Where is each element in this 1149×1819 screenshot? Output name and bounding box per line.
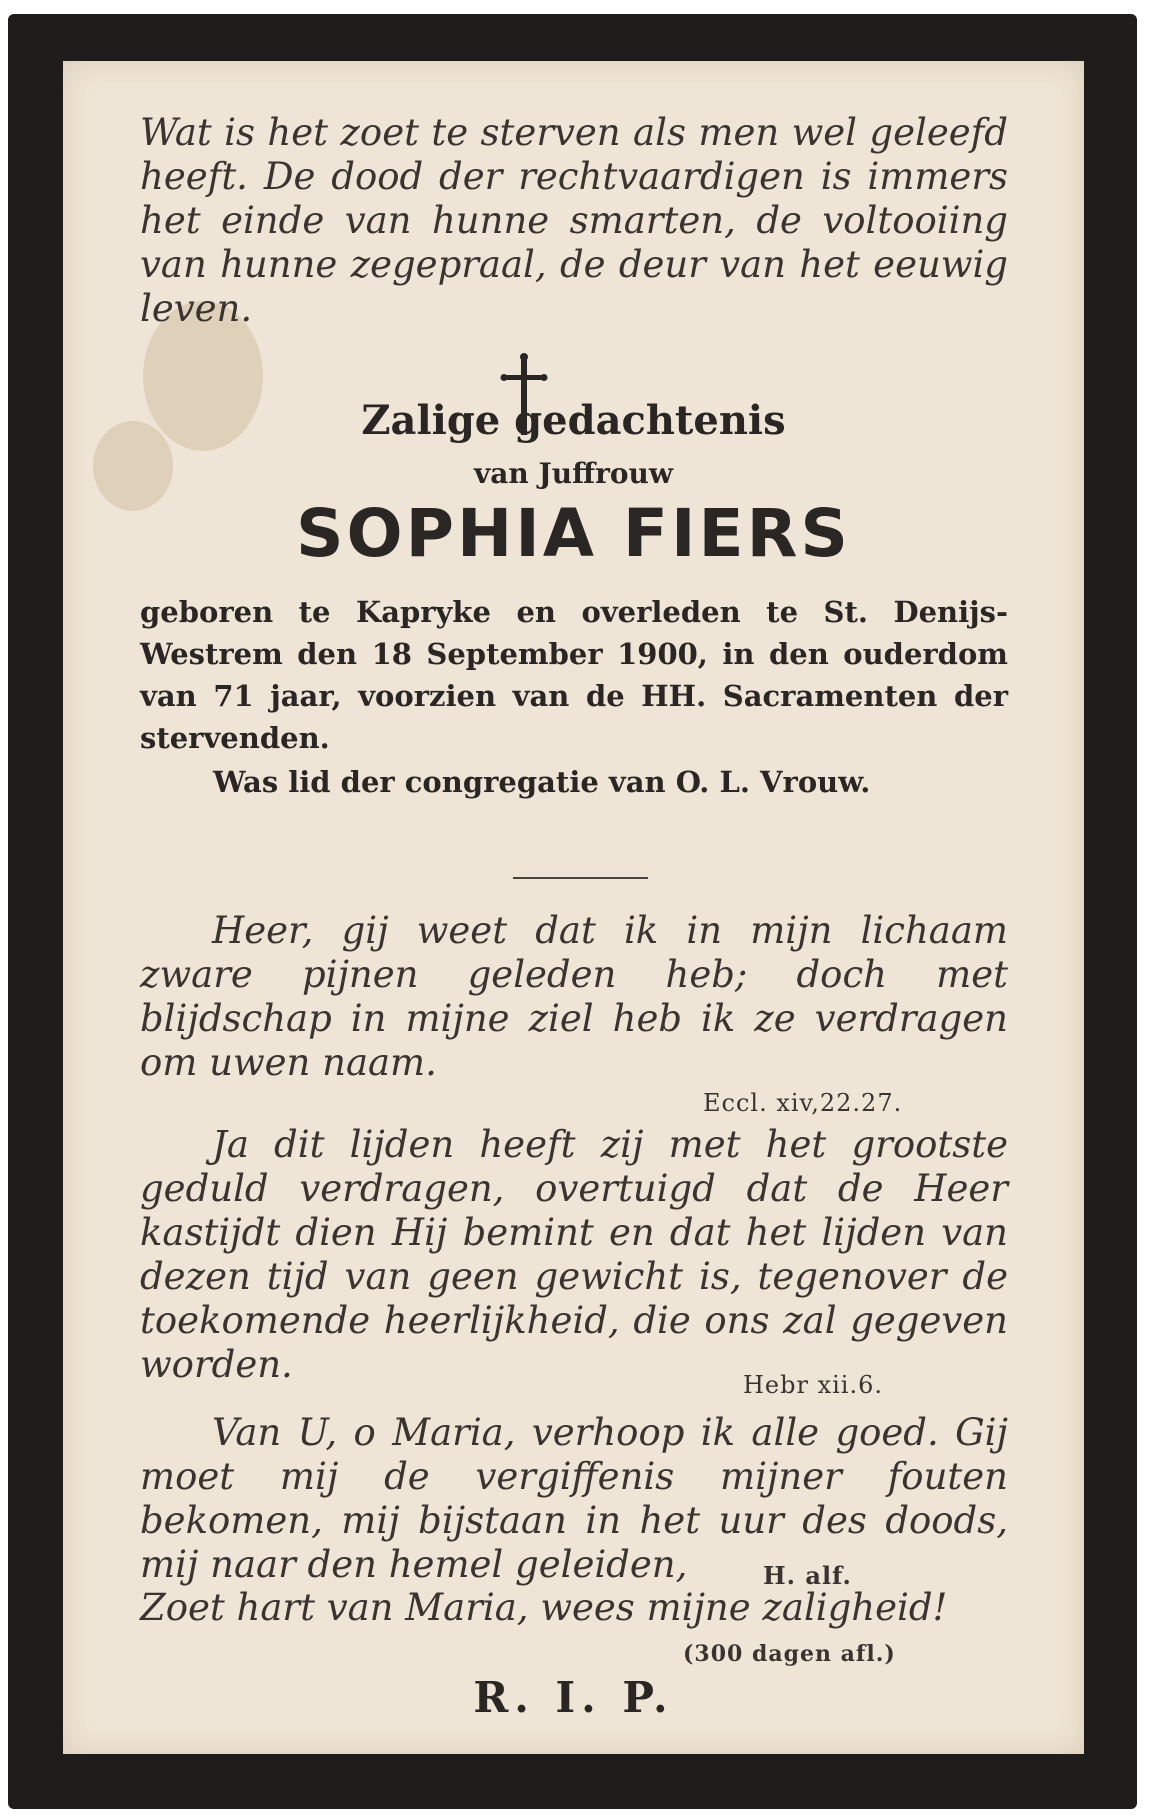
verse-top: Wat is het zoet te sterven als men wel geleefd heeft. De dood der rechtvaardigen is immers het einde van hunne smarten, de voltooiing van hunne zegepraal, de deur van het eeuwig leven. — [140, 111, 1008, 330]
biography: geboren te Kapryke en overleden te St. Denijs-Westrem den 18 September 1900, in den ouderdom van 71 jaar, voorzien van de HH. Sacramenten der stervenden. — [140, 595, 1008, 755]
verse-1: Heer, gij weet dat ik in mijn lichaam zware pijnen geleden heb; doch met blijdschap in mijne ziel heb ik ze verdragen om uwen naam. — [140, 909, 1008, 1084]
rip-closing: R. I. P. — [473, 1673, 674, 1722]
verse-2: Ja dit lijden heeft zij met het grootste geduld verdragen, overtuigd dat de Heer kastijdt dien Hij bemint en dat het lijden van dezen tijd van geen gewicht is, tegenover de toekomende heerlijkheid, die ons zal gegeven worden. — [140, 1123, 1008, 1386]
divider — [513, 877, 648, 879]
membership: Was lid der congregatie van O. L. Vrouw. — [213, 765, 871, 799]
memorial-card-paper — [63, 61, 1084, 1754]
reference-1: Eccl. xiv,22.27. — [703, 1089, 903, 1117]
reference-2: Hebr xii.6. — [743, 1371, 884, 1399]
verse-3: Van U, o Maria, verhoop ik alle goed. Gij moet mij de vergiffenis mijner fouten bekomen, mij bijstaan in het uur des doods, mij naar den hemel geleiden, — [140, 1411, 1008, 1586]
deceased-name: SOPHIA FIERS — [296, 495, 851, 572]
memorial-card-border — [8, 14, 1137, 1809]
verse-4: Zoet hart van Maria, wees mijne zaligheid! — [140, 1586, 948, 1629]
reference-3: H. alf. — [763, 1561, 852, 1590]
subheading: van Juffrouw — [474, 457, 673, 490]
indulgence-note: (300 dagen afl.) — [683, 1641, 896, 1667]
heading: Zalige gedachtenis — [361, 397, 786, 444]
